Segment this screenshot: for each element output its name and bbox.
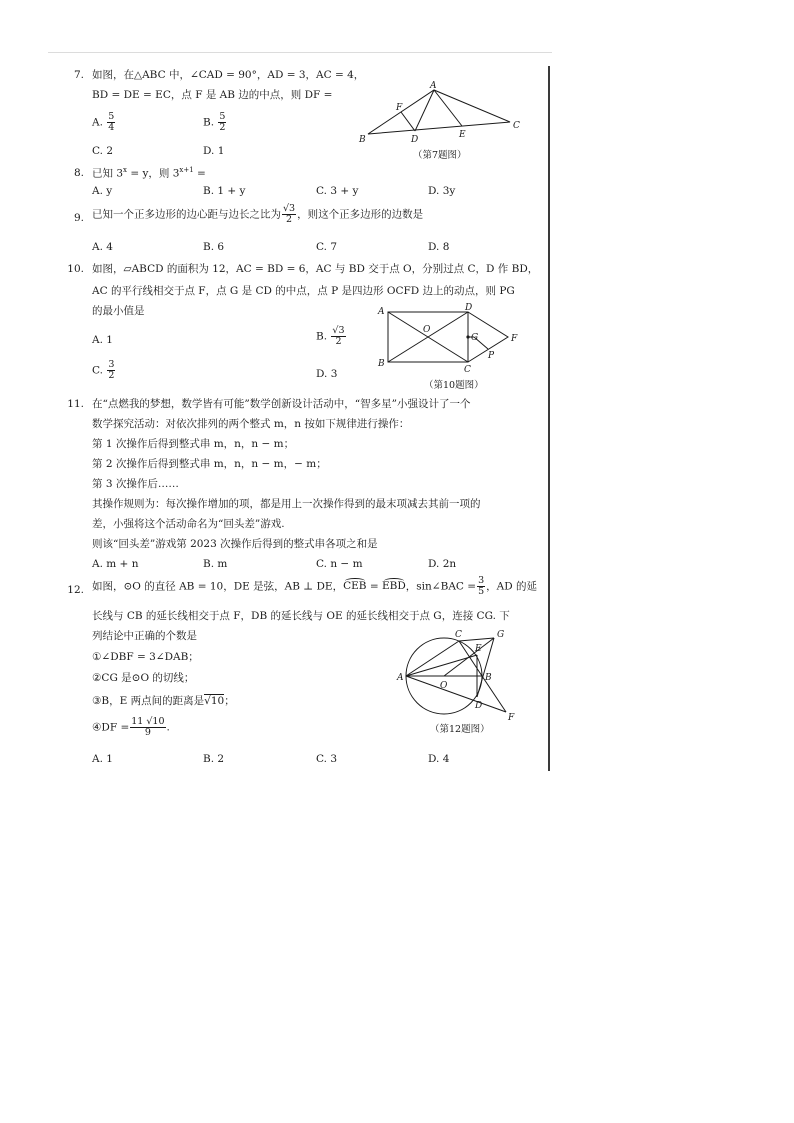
option-b[interactable]: B. 1 + y — [203, 185, 246, 197]
question-stem-line: 长线与 CB 的延长线相交于点 F，DB 的延长线与 OE 的延长线相交于点 G，连接 CG. 下 — [92, 610, 510, 622]
option-label: B. — [316, 330, 328, 343]
option-label: B. — [203, 116, 215, 129]
statement-1: ①∠DBF = 3∠DAB； — [92, 651, 199, 663]
fraction: $\frac{√3}{2}$ — [283, 203, 296, 225]
question-stem-line: AC 的平行线相交于点 F，点 G 是 CD 的中点，点 P 是四边形 OCFD 边上的动点，则 PG — [92, 285, 515, 297]
question-stem-line: 第 3 次操作后…… — [92, 478, 179, 490]
question-stem-line: 如图，⊙O 的直径 AB = 10，DE 是弦，AB ⊥ DE， CEB = EBD，sin∠BAC = $\frac{3}{5}$ ，AD 的延 — [92, 575, 537, 597]
point-label-f: F — [508, 713, 515, 723]
point-label-a: A — [430, 81, 437, 91]
question-stem-line: 差，小强将这个活动命名为“回头差”游戏. — [92, 518, 285, 530]
point-label-e: E — [475, 644, 482, 654]
question-stem-line: 已知一个正多边形的边心距与边长之比为 $\frac{√3}{2}$ ，则这个正多边形的边数是 — [92, 203, 424, 225]
point-label-b: B — [359, 135, 366, 145]
point-label-c: C — [464, 365, 471, 375]
point-label-a: A — [378, 307, 385, 317]
column-divider — [548, 66, 550, 771]
point-label-o: O — [423, 325, 431, 335]
question-number: 7. — [73, 69, 84, 81]
option-a[interactable]: A. 1 — [92, 334, 113, 346]
point-label-g: G — [497, 630, 505, 640]
question-stem-line: 在“点燃我的梦想，数学皆有可能”数学创新设计活动中，“智多星”小强设计了一个 — [92, 398, 471, 410]
question-number: 9. — [73, 212, 84, 224]
question-stem-line: 列结论中正确的个数是 — [92, 630, 197, 642]
question-stem-line: 则该“回头差”游戏第 2023 次操作后得到的整式串各项之和是 — [92, 538, 378, 550]
arc-notation: EBD — [381, 580, 406, 593]
question-stem-line: 第 2 次操作后得到整式串 m，n，n − m，− m； — [92, 458, 327, 470]
option-a[interactable]: A. 4 — [92, 241, 113, 253]
question-stem-line: 的最小值是 — [92, 305, 145, 317]
option-d[interactable]: D. 3 — [316, 368, 338, 380]
point-label-p: P — [488, 351, 495, 361]
option-d[interactable]: D. 3y — [428, 185, 456, 197]
option-b[interactable]: B. 6 — [203, 241, 225, 253]
point-label-g: G — [471, 333, 479, 343]
point-label-d: D — [475, 701, 483, 711]
fraction: $\frac{5}{4}$ — [108, 111, 115, 133]
point-label-c: C — [455, 630, 462, 640]
point-label-e: E — [459, 130, 466, 140]
fraction: $\frac{11 √10}{9}$ — [131, 716, 165, 738]
question-stem-line: 如图，在△ABC 中，∠CAD = 90°，AD = 3，AC = 4， — [92, 69, 365, 81]
point-g-dot — [466, 335, 469, 338]
fraction: $\frac{3}{2}$ — [108, 359, 115, 381]
option-label: A. — [92, 116, 103, 129]
question-number: 10. — [67, 263, 84, 275]
figure-7-triangle — [358, 76, 528, 146]
option-b[interactable] — [316, 326, 347, 347]
option-a[interactable] — [92, 112, 116, 133]
option-c[interactable]: C. 2 — [92, 145, 114, 157]
option-b[interactable] — [203, 112, 227, 133]
statement-4: ④DF = $\frac{11 √10}{9}$ . — [92, 716, 170, 738]
option-b[interactable]: B. m — [203, 558, 228, 570]
point-label-o: O — [440, 681, 448, 691]
option-c[interactable]: C. 7 — [316, 241, 338, 253]
fraction: $\frac{3}{5}$ — [478, 575, 485, 597]
figure-caption: （第12题图） — [430, 724, 490, 735]
option-b[interactable]: B. 2 — [203, 753, 225, 765]
question-number: 12. — [67, 584, 84, 596]
point-label-b: B — [485, 673, 492, 683]
arc-notation: CEB — [343, 580, 367, 593]
point-label-f: F — [511, 334, 518, 344]
question-number: 8. — [73, 167, 84, 179]
point-label-d: D — [465, 303, 473, 313]
fraction: $\frac{5}{2}$ — [219, 111, 226, 133]
question-stem-line: BD = DE = EC，点 F 是 AB 边的中点，则 DF = — [92, 89, 333, 101]
statement-3: ③B，E 两点间的距离是√10； — [92, 695, 235, 707]
figure-caption: （第10题图） — [424, 380, 484, 391]
option-d[interactable]: D. 8 — [428, 241, 450, 253]
option-d[interactable]: D. 1 — [203, 145, 225, 157]
option-a[interactable]: A. 1 — [92, 753, 113, 765]
point-label-a: A — [397, 673, 404, 683]
option-d[interactable]: D. 4 — [428, 753, 450, 765]
question-stem-line: 其操作规则为：每次操作增加的项，都是用上一次操作得到的最末项减去其前一项的 — [92, 498, 481, 510]
question-stem-line: 第 1 次操作后得到整式串 m，n，n − m； — [92, 438, 295, 450]
figure-12-circle — [398, 624, 528, 724]
fraction: $\frac{√3}{2}$ — [332, 325, 345, 347]
option-c[interactable]: C. 3 — [316, 753, 338, 765]
option-d[interactable]: D. 2n — [428, 558, 457, 570]
question-stem-line: 如图，▱ABCD 的面积为 12，AC = BD = 6，AC 与 BD 交于点 O，分别过点 C，D 作 BD， — [92, 263, 539, 275]
option-a[interactable]: A. m + n — [92, 558, 139, 570]
figure-caption: （第7题图） — [413, 150, 467, 161]
point-label-d: D — [411, 135, 419, 145]
option-c[interactable]: C. n − m — [316, 558, 363, 570]
page-top-rule — [48, 52, 552, 53]
option-c[interactable]: C. 3 + y — [316, 185, 359, 197]
question-stem-line: 已知 $3^x = y$，则 $3^{x+1}$ = — [92, 166, 206, 180]
option-c[interactable] — [92, 360, 116, 381]
option-a[interactable]: A. y — [92, 185, 113, 197]
statement-2: ②CG 是⊙O 的切线； — [92, 672, 195, 684]
question-number: 11. — [67, 398, 84, 410]
option-label: C. — [92, 364, 103, 377]
point-label-b: B — [378, 359, 385, 369]
point-label-c: C — [513, 121, 520, 131]
figure-10-parallelogram — [374, 302, 524, 374]
point-label-f: F — [396, 103, 403, 113]
question-stem-line: 数学探究活动：对依次排列的两个整式 m，n 按如下规律进行操作： — [92, 418, 410, 430]
